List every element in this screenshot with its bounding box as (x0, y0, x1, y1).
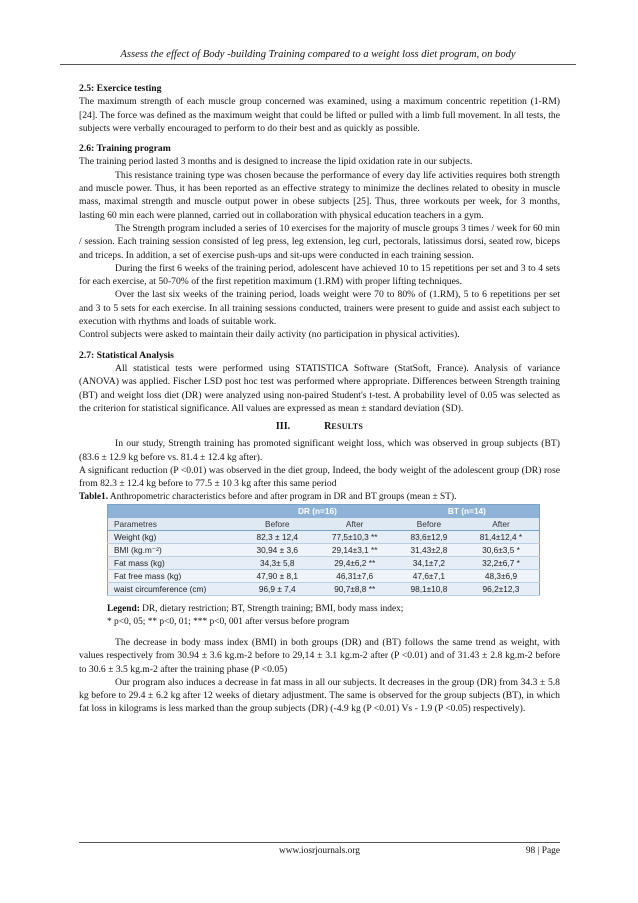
table-cell: 47,90 ± 8,1 (240, 569, 315, 582)
table-group-empty-cell (108, 504, 241, 518)
page-footer (79, 842, 560, 856)
table-row (108, 543, 540, 556)
legend-line-2: * p<0, 05; ** p<0, 01; *** p<0, 001 after versus before program (107, 616, 350, 627)
table-caption (79, 491, 560, 504)
table-cell: 29,4±6,2 ** (315, 556, 395, 569)
table-cell: 98,1±10,8 (395, 582, 463, 595)
section-heading-exercise-testing: 2.5: Exercice testing (79, 83, 162, 94)
running-header: Assess the effect of Body -building Training compared to a weight loss diet program, on body (60, 48, 576, 65)
footer-page-number: 98 | Page (525, 846, 560, 856)
paragraph-bmi-decrease: The decrease in body mass index (BMI) in both groups (DR) and (BT) follows the same trend as weight, with values respectively from 30.94 ± 3.6 kg.m-2 before to 29,14 ± 3.1 kg.m-2 after (P <0.01) and of 31.43 ± 2.8 kg.m-2 before to 30.6 ± 3.5 kg.m-2 after the training phase (P <0.05) (79, 636, 560, 675)
section-number: III. (275, 421, 291, 433)
section-title-rest: ESULTS (331, 422, 364, 432)
table-cell: 47,6±7,1 (395, 569, 463, 582)
table-cell: 30,94 ± 3,6 (240, 543, 315, 556)
table-row (108, 530, 540, 543)
table-caption-text: Anthropometric characteristics before and after program in DR and BT groups (mean ± ST). (108, 491, 457, 502)
table-group-header (108, 504, 540, 518)
table-cell: 31,43±2,8 (395, 543, 463, 556)
table-row (108, 569, 540, 582)
paragraph-exercise-testing: The maximum strength of each muscle group concerned was examined, using a maximum concentric repetition (1-RM) [24]. The force was defined as the maximum weight that could be lifted or pulled with a limb full movement. In all tests, the subjects were verbally encouraged to perform to do their best and as quickly as possible. (79, 96, 560, 134)
table-header-dr-after: After (315, 518, 395, 531)
table-caption-label: Table1. (79, 491, 109, 502)
table-cell: 30,6±3,5 * (463, 543, 540, 556)
section-heading-statistical-analysis: 2.7: Statistical Analysis (79, 349, 174, 361)
table-header-bt-before: Before (395, 518, 463, 531)
legend-text: DR, dietary restriction; BT, Strength training; BMI, body mass index; (139, 603, 404, 614)
legend-line-1 (107, 603, 560, 616)
table-group-dr: DR (n=16) (240, 504, 395, 518)
table-cell: 34,1±7,2 (395, 556, 463, 569)
table-cell-label: Fat mass (kg) (108, 556, 241, 569)
table-cell-label: Weight (kg) (108, 530, 241, 543)
table-cell: 81,4±12,4 * (463, 530, 540, 543)
table-cell: 32,2±6,7 * (463, 556, 540, 569)
table-legend (107, 603, 560, 629)
table-row (108, 582, 540, 595)
section-title-initial: R (324, 421, 332, 433)
table-row (108, 556, 540, 569)
table-cell: 29,14±3,1 ** (315, 543, 395, 556)
anthropometric-table (107, 504, 540, 596)
table-header-parametres: Parametres (108, 518, 241, 531)
table-header-dr-before: Before (240, 518, 315, 531)
paragraph-results-weight-dr: A significant reduction (P <0.01) was observed in the diet group, Indeed, the body weight of the adolescent group (DR) rose from 82.3 ± 12.4 kg before to 77.5 ± 10 3 kg after this same period (79, 465, 560, 490)
section-heading-training-program: 2.6: Training program (79, 143, 171, 155)
paragraph-strength-program: The Strength program included a series of 10 exercises for the majority of muscle groups 3 times / week for 60 min / session. Each training session consisted of leg press, leg extension, leg curl, pectorals, latissimus dorsi, seated row, biceps and triceps. In addition, a set of exercise push-ups and sit-ups were conducted in each training session. (79, 222, 560, 261)
page-content (79, 82, 560, 716)
table-cell: 34,3± 5,8 (240, 556, 315, 569)
table-cell: 77,5±10,3 ** (315, 530, 395, 543)
table-cell: 48,3±6,9 (463, 569, 540, 582)
table-cell: 46,31±7,6 (315, 569, 395, 582)
table-cell: 82,3 ± 12,4 (240, 530, 315, 543)
table-cell-label: Fat free mass (kg) (108, 569, 241, 582)
table-header-bt-after: After (463, 518, 540, 531)
table-cell: 96,9 ± 7,4 (240, 582, 315, 595)
paragraph-resistance-training: This resistance training type was chosen because the performance of every day life activities requires both strength and muscle power. Thus, it has been reported as an effective strategy to minimize the declines related to obesity in muscle mass, maximal strength and muscle output power in obese subjects [25]. Thus, three workouts per week, for 3 months, lasting 60 min each were planned, carried out in collaboration with physical education teachers in a gym. (79, 169, 560, 221)
table-group-bt: BT (n=14) (395, 504, 540, 518)
table-cell-label: BMI (kg.m⁻²) (108, 543, 241, 556)
paragraph-control-subjects: Control subjects were asked to maintain their daily activity (no participation in physical activities). (79, 329, 460, 341)
table-cell: 83,6±12,9 (395, 530, 463, 543)
legend-label: Legend: (107, 603, 140, 614)
footer-url[interactable]: www.iosrjournals.org (279, 846, 360, 856)
table-cell: 90,7±8,8 ** (315, 582, 395, 595)
paragraph-results-weight-bt: In our study, Strength training has promoted significant weight loss, which was observed in group subjects (BT) (83.6 ± 12.9 kg before vs. 81.4 ± 12.4 kg after). (79, 438, 560, 463)
paragraph-fat-mass-decrease: Our program also induces a decrease in fat mass in all our subjects. It decreases in the group (DR) from 34.3 ± 5.8 kg before to 29.4 ± 6.2 kg after 12 weeks of dietary adjustment. The same is observed for the group subjects (BT), in which fat loss in kilograms is less marked than the group subjects (DR) (-4.9 kg (P <0.01) Vs - 1.9 (P <0.05) respectively). (79, 676, 560, 715)
section-heading-results (79, 420, 560, 433)
paragraph-training-period: The training period lasted 3 months and is designed to increase the lipid oxidation rate in our subjects. (79, 156, 473, 168)
paragraph-last-six-weeks: Over the last six weeks of the training period, loads weight were 70 to 80% of (1.RM), 5 to 6 repetitions per set and 3 to 5 sets for each exercise. In all training sessions conducted, trainers were present to guide and assist each subject to execution with rhythms and loads of suitable work. (79, 289, 560, 328)
table-cell: 96,2±12,3 (463, 582, 540, 595)
table-cell-label: waist circumference (cm) (108, 582, 241, 595)
paragraph-first-six-weeks: During the first 6 weeks of the training period, adolescent have achieved 10 to 15 repetitions per set and 3 to 4 sets for each exercise, at 50-70% of the first repetition maximum (1.RM) with proper lifting techniques. (79, 262, 560, 288)
paragraph-statistical-analysis: All statistical tests were performed using STATISTICA Software (StatSoft, France). Analysis of variance (ANOVA) was applied. Fischer LSD post hoc test was performed where appropriate. Differences between Strength training (BT) and weight loss diet (DR) were analyzed using non-paired Student's t-test. A probability level of 0.05 was selected as the criterion for statistical significance. All values are expressed as mean ± standard deviation (SD). (79, 362, 560, 414)
table-column-header (108, 518, 540, 531)
